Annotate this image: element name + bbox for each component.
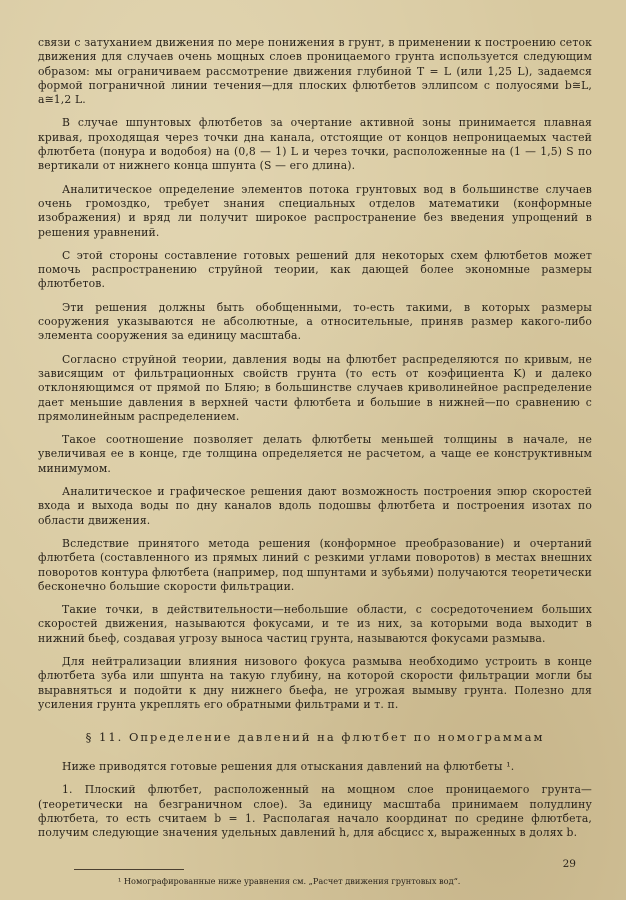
footnote-divider: [74, 869, 184, 870]
page-number: 29: [562, 858, 576, 870]
paragraph: 1. Плоский флютбет, расположенный на мощном слое проницаемого грунта—(теоретически на безграничном слое). За единицу масштаба принимаем полудлину флютбета, то есть считаем b = 1. Располагая начало координат по средине флютбета, получим следующие значения удельных давлений h, для абсцисс x, выраженных в долях b.: [38, 783, 592, 840]
section-heading: § 11. Определение давлений на флютбет по номограммам: [85, 730, 545, 745]
footnote: ¹ Номографированные ниже уравнения см. „Расчет движения грунтовых вод“.: [118, 875, 461, 886]
paragraph: Для нейтрализации влияния низового фокуса размыва необходимо устроить в конце флютбета зуба или шпунта на такую глубину, на которой скорости фильтрации могли бы выравняться и подойти к дну нижнего бьефа, не угрожая вымыву грунта. Полезно для усиления грунта укреплять его обратными фильтрами и т. п.: [38, 654, 592, 711]
paragraph: связи с затуханием движения по мере понижения в грунт, в применении к построению сеток движения для случаев очень мощных слоев проницаемого грунта используется следующим образом: мы ограничиваем рассмотрение движения глубиной T = L (или 1,25 L), задаемся формой пограничной линии течения—для плоских флютбетов эллипсом с полуосями b≅L, a≅1,2 L.: [38, 36, 592, 107]
paragraph: Эти решения должны быть обобщенными, то-есть такими, в которых размеры сооружения указываются не абсолютные, а относительные, приняв размер какого-либо элемента сооружения за единицу масштаба.: [38, 300, 592, 343]
paragraph: С этой стороны составление готовых решений для некоторых схем флютбетов может помочь распространению струйной теории, как дающей более экономные размеры флютбетов.: [38, 248, 592, 291]
paragraph: Согласно струйной теории, давления воды на флютбет распределяются по кривым, не зависящим от фильтрационных свойств грунта (то есть от коэфициента K) и далеко отклоняющимся от прямой по Бляю; в большинстве случаев криволинейное распределение дает меньшие давления в верхней части флютбета и большие в нижней—по сравнению с прямолинейным распределением.: [38, 352, 592, 423]
paragraph: Ниже приводятся готовые решения для отыскания давлений на флютбеты ¹.: [62, 760, 515, 774]
paragraph: Аналитическое и графическое решения дают возможность построения эпюр скоростей входа и выхода воды по дну каналов вдоль подошвы флютбета и построения изотах по области движения.: [38, 485, 592, 527]
paragraph: Такое соотношение позволяет делать флютбеты меньшей толщины в начале, не увеличивая ее в конце, где толщина определяется не расчетом, а чаще ее конструктивным минимумом.: [38, 433, 592, 475]
paragraph: Вследствие принятого метода решения (конформное преобразование) и очертаний флютбета (составленного из прямых линий с резкими углами поворотов) в местах внешних поворотов контура флютбета (например, под шпунтами и зубьями) получаются теоретически бесконечно большие скорости фильтрации.: [38, 536, 592, 593]
paragraph: Такие точки, в действительности—небольшие области, с сосредоточением больших скоростей движения, называются фокусами, и те из них, за которыми вода выходит в нижний бьеф, создавая угрозу выноса частиц грунта, называются фокусами размыва.: [38, 603, 592, 645]
paragraph: В случае шпунтовых флютбетов за очертание активной зоны принимается плавная кривая, проходящая через точки дна канала, отстоящие от концов непроницаемых частей флютбета (понура и водобоя) на (0,8 — 1) L и через точки, расположенные на (1 — 1,5) S по вертикали от нижнего конца шпунта (S — его длина).: [38, 116, 592, 173]
paragraph: Аналитическое определение элементов потока грунтовых вод в большинстве случаев очень громоздко, требует знания специальных отделов математики (конформные изображения) и вряд ли получит широкое распространение без введения упрощений в решения уравнений.: [38, 182, 592, 239]
